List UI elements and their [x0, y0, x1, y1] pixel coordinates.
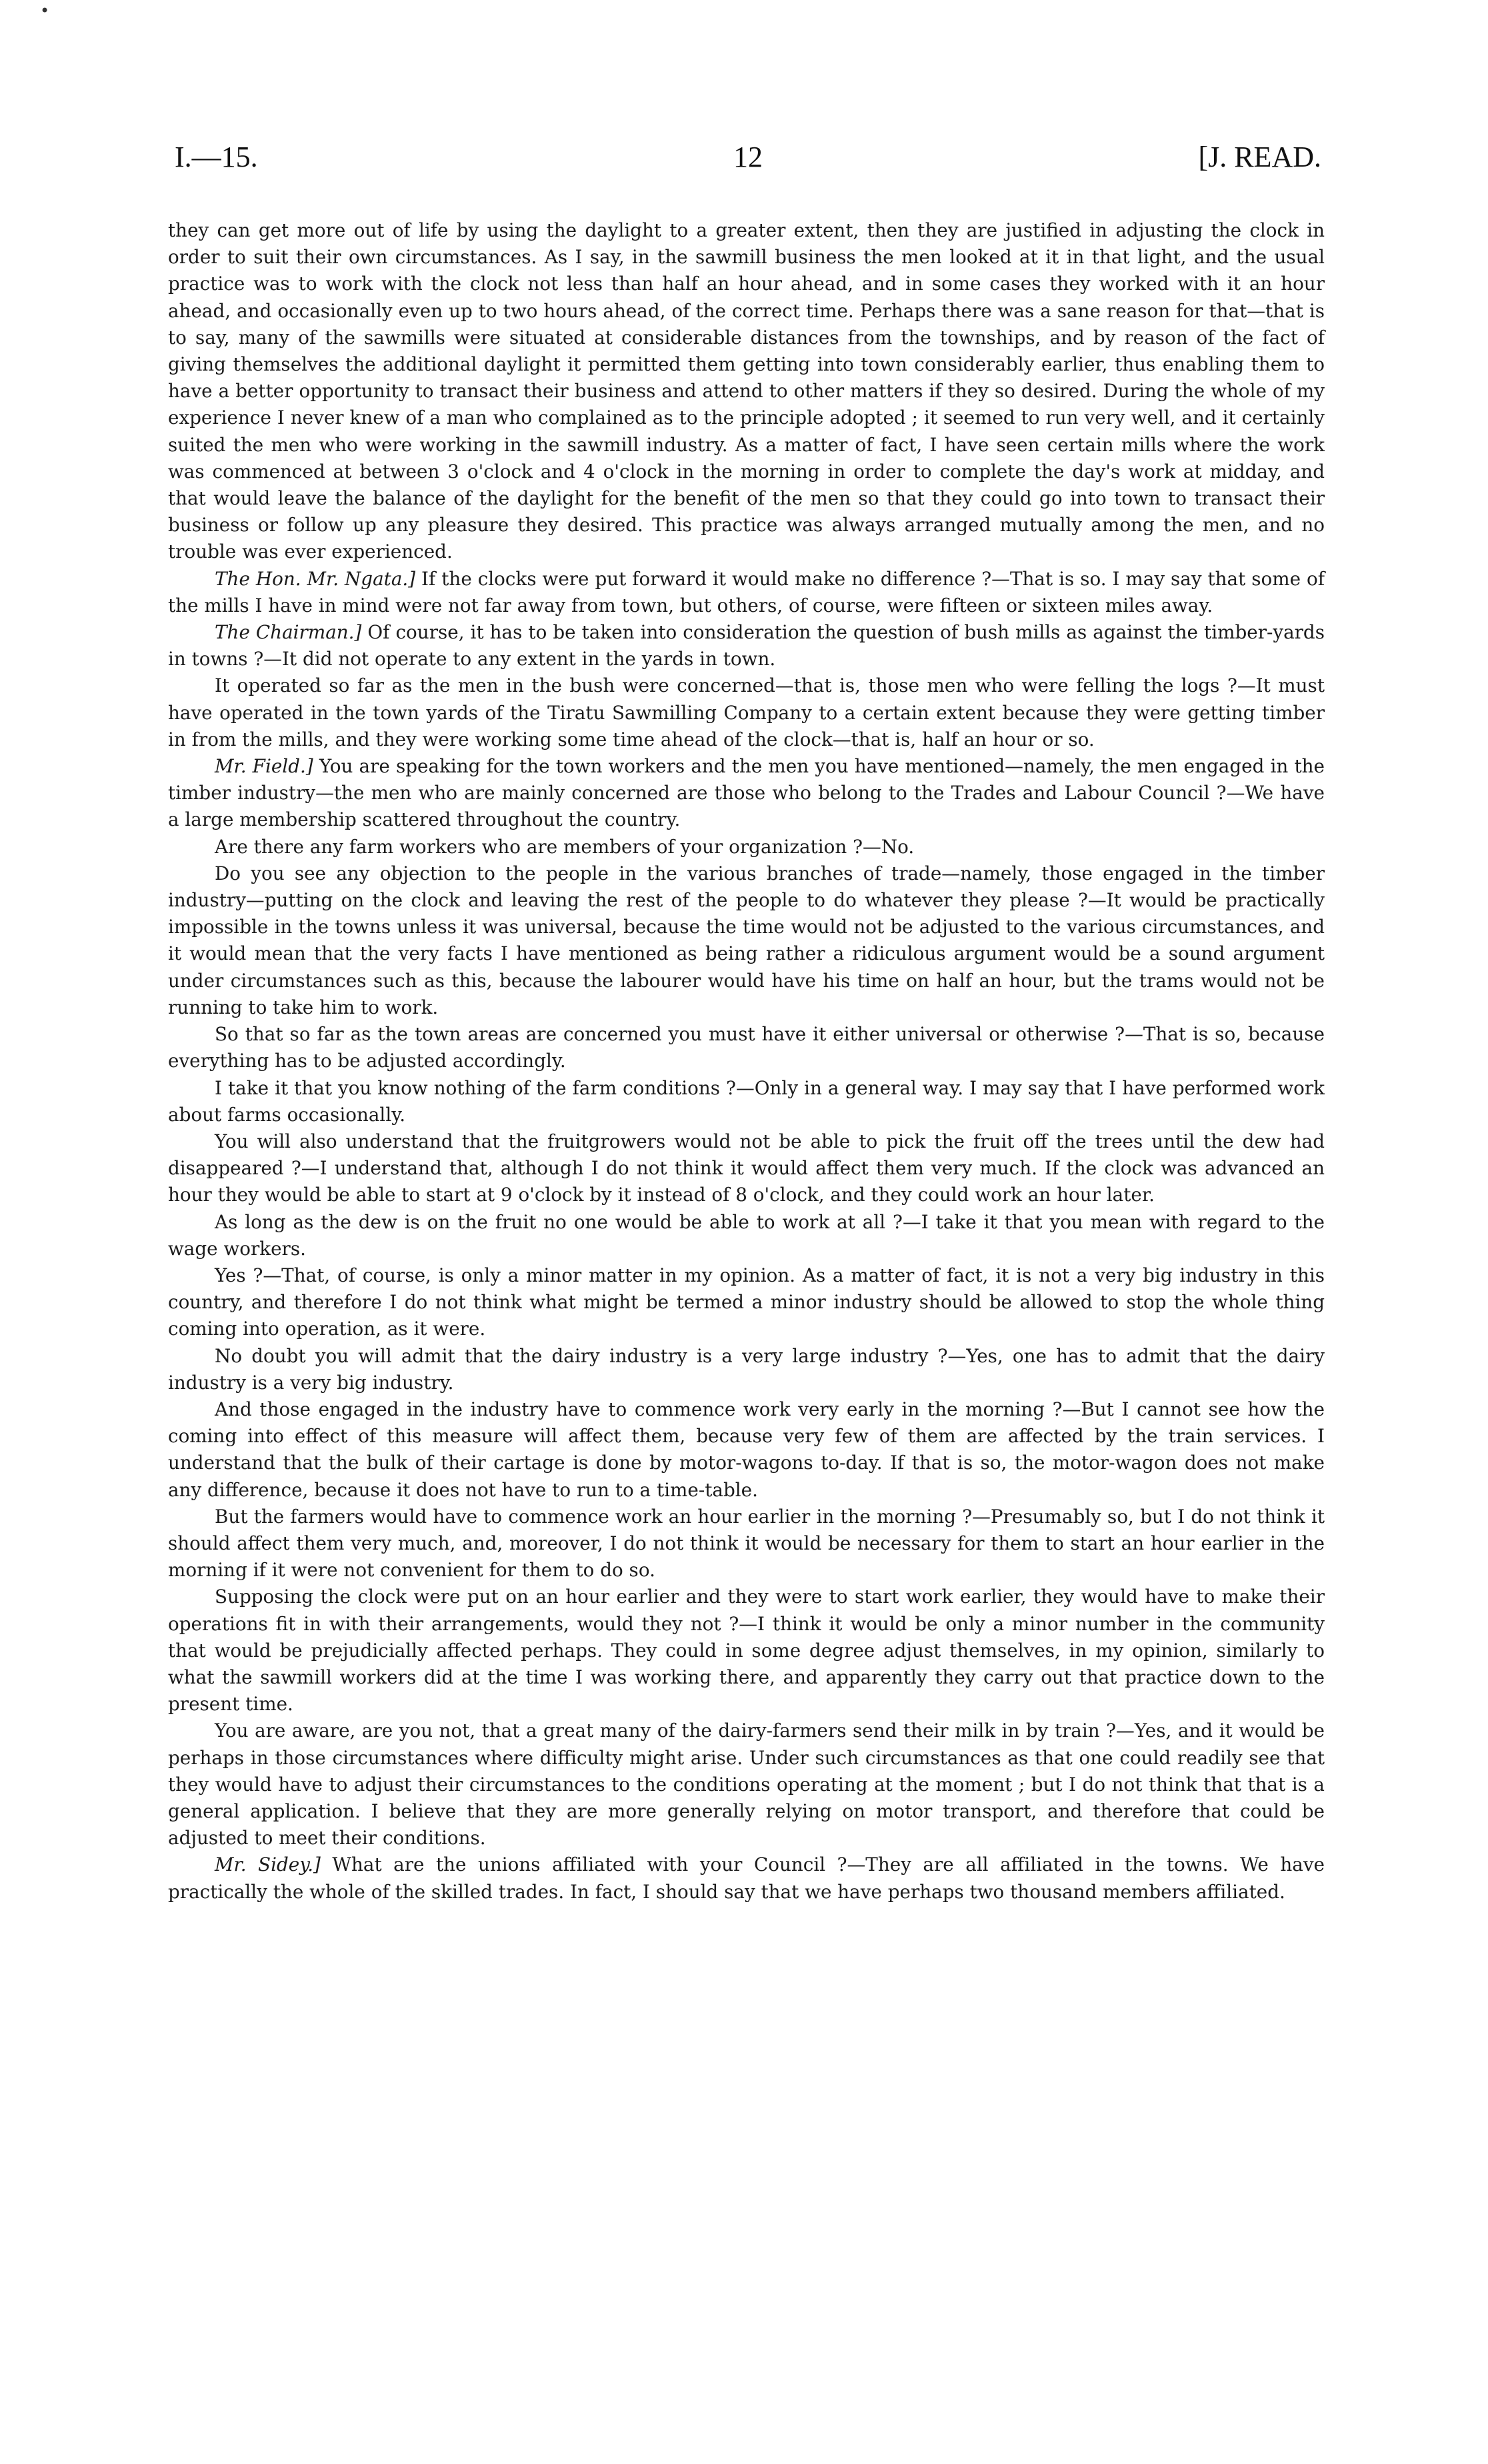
speaker-label: The Chairman.]: [215, 621, 362, 644]
paragraph-text: Yes ?—That, of course, is only a minor matter in my opinion. As a matter of fact, it is not a very big industry in this country, and therefore I do not think what might be termed a minor industry should be allowed to stop the whole thing coming into operation, as it were.: [168, 1264, 1325, 1340]
paragraph-text: Are there any farm workers who are members of your organization ?—No.: [215, 835, 915, 858]
testimony-paragraph: [168, 619, 1325, 672]
speaker-label: Mr. Sidey.]: [215, 1853, 321, 1876]
paragraph-text: Supposing the clock were put on an hour earlier and they were to start work earlier, they would have to make their operations fit in with their arrangements, would they not ?—I think it would be only a minor number in the community that would be prejudicially affected perhaps. They could in some degree adjust themselves, in my opinion, similarly to what the sawmill workers did at the time I was working there, and apparently they carry out that practice down to the present time.: [168, 1586, 1325, 1716]
paper-reference: I.—15.: [175, 141, 258, 173]
paragraph-text: they can get more out of life by using the daylight to a greater extent, then they are justified in adjusting the clock in order to suit their own circumstances. As I say, in the sawmill business the men looked at it in that light, and the usual practice was to work with the clock not less than half an hour ahead, and in some cases they worked with it an hour ahead, and occasionally even up to two hours ahead, of the correct time. Perhaps there was a sane reason for that—that is to say, many of the sawmills were situated at considerable distances from the townships, and by reason of the fact of giving themselves the additional daylight it permitted them getting into town considerably earlier, thus enabling them to have a better opportunity to transact their business and attend to other matters if they so desired. During the whole of my experience I never knew of a man who complained as to the principle adopted ; it seemed to run very well, and it certainly suited the men who were working in the sawmill industry. As a matter of fact, I have seen certain mills where the work was commenced at between 3 o'clock and 4 o'clock in the morning in order to complete the day's work at midday, and that would leave the balance of the daylight for the benefit of the men so that they could go into town to transact their business or follow up any pleasure they desired. This practice was always arranged mutually among the men, and no trouble was ever experienced.: [168, 219, 1325, 563]
stray-ink-mark: •: [40, 1, 50, 20]
testimony-paragraph: [168, 217, 1325, 566]
paragraph-text: I take it that you know nothing of the farm conditions ?—Only in a general way. I may say that I have performed work about farms occasionally.: [168, 1076, 1325, 1126]
speaker-label: The Hon. Mr. Ngata.]: [215, 567, 416, 590]
testimony-paragraph: [168, 1504, 1325, 1584]
testimony-paragraph: [168, 1718, 1325, 1851]
testimony-paragraph: [168, 834, 1325, 860]
witness-name: [J. READ.: [1198, 141, 1321, 173]
paragraph-text: But the farmers would have to commence work an hour earlier in the morning ?—Presumably so, but I do not think it should affect them very much, and, moreover, I do not think it would be necessary for them to start an hour earlier in the morning if it were not convenient for them to do so.: [168, 1505, 1325, 1582]
paragraph-text: It operated so far as the men in the bush were concerned—that is, those men who were felling the logs ?—It must have operated in the town yards of the Tiratu Sawmilling Company to a certain extent because they were getting timber in from the mills, and they were working some time ahead of the clock—that is, half an hour or so.: [168, 674, 1325, 750]
body-text: [168, 217, 1325, 1905]
speaker-label: Mr. Field.]: [215, 755, 313, 778]
testimony-paragraph: [168, 566, 1325, 619]
running-header: [175, 140, 1321, 180]
paragraph-text: You will also understand that the fruitgrowers would not be able to pick the fruit off the trees until the dew had disappeared ?—I understand that, although I do not think it would affect them very much. If the clock was advanced an hour they would be able to start at 9 o'clock by it instead of 8 o'clock, and they could work an hour later.: [168, 1130, 1325, 1206]
paragraph-text: So that so far as the town areas are concerned you must have it either universal or otherwise ?—That is so, because everything has to be adjusted accordingly.: [168, 1023, 1325, 1072]
paragraph-text: And those engaged in the industry have to commence work very early in the morning ?—But I cannot see how the coming into effect of this measure will affect them, because very few of them are affected by the train services. I understand that the bulk of their cartage is done by motor-wagons to-day. If that is so, the motor-wagon does not make any difference, because it does not have to run to a time-table.: [168, 1398, 1325, 1501]
paragraph-text: What are the unions affiliated with your Council ?—They are all affiliated in the towns. We have practically the whole of the skilled trades. In fact, I should say that we have perhaps two thousand members affiliated.: [168, 1853, 1325, 1903]
testimony-paragraph: [168, 1396, 1325, 1504]
paragraph-text: Do you see any objection to the people in the various branches of trade—namely, those engaged in the timber industry—putting on the clock and leaving the rest of the people to do whatever they please ?—It would be practically impossible in the towns unless it was universal, because the time would not be adjusted to the various circumstances, and it would mean that the very facts I have mentioned as being rather a ridiculous argument would be a sound argument under circumstances such as this, because the labourer would have his time on half an hour, but the trams would not be running to take him to work.: [168, 862, 1325, 1018]
testimony-paragraph: [168, 1021, 1325, 1074]
testimony-paragraph: [168, 1209, 1325, 1262]
testimony-paragraph: [168, 1584, 1325, 1718]
testimony-paragraph: [168, 1262, 1325, 1343]
paragraph-text: If the clocks were put forward it would make no difference ?—That is so. I may say that some of the mills I have in mind were not far away from town, but others, of course, were fifteen or sixteen miles away.: [168, 567, 1325, 616]
testimony-paragraph: [168, 1343, 1325, 1396]
paragraph-text: You are speaking for the town workers and the men you have mentioned—namely, the men engaged in the timber industry—the men who are mainly concerned are those who belong to the Trades and Labour Council ?—We have a large membership scattered throughout the country.: [168, 755, 1325, 831]
page-number: 12: [733, 141, 763, 173]
testimony-paragraph: [168, 753, 1325, 834]
paragraph-text: As long as the dew is on the fruit no one would be able to work at all ?—I take it that you mean with regard to the wage workers.: [168, 1210, 1325, 1260]
testimony-paragraph: [168, 1128, 1325, 1209]
testimony-paragraph: [168, 860, 1325, 1021]
testimony-paragraph: [168, 1075, 1325, 1128]
testimony-paragraph: [168, 672, 1325, 753]
testimony-paragraph: [168, 1851, 1325, 1905]
paragraph-text: No doubt you will admit that the dairy industry is a very large industry ?—Yes, one has to admit that the dairy industry is a very big industry.: [168, 1344, 1325, 1394]
paragraph-text: Of course, it has to be taken into consideration the question of bush mills as against the timber-yards in towns ?—It did not operate to any extent in the yards in town.: [168, 621, 1325, 670]
paragraph-text: You are aware, are you not, that a great many of the dairy-farmers send their milk in by train ?—Yes, and it would be perhaps in those circumstances where difficulty might arise. Under such circumstances as that one could readily see that they would have to adjust their circumstances to the conditions operating at the moment ; but I do not think that that is a general application. I believe that they are more generally relying on motor transport, and therefore that could be adjusted to meet their conditions.: [168, 1720, 1325, 1849]
